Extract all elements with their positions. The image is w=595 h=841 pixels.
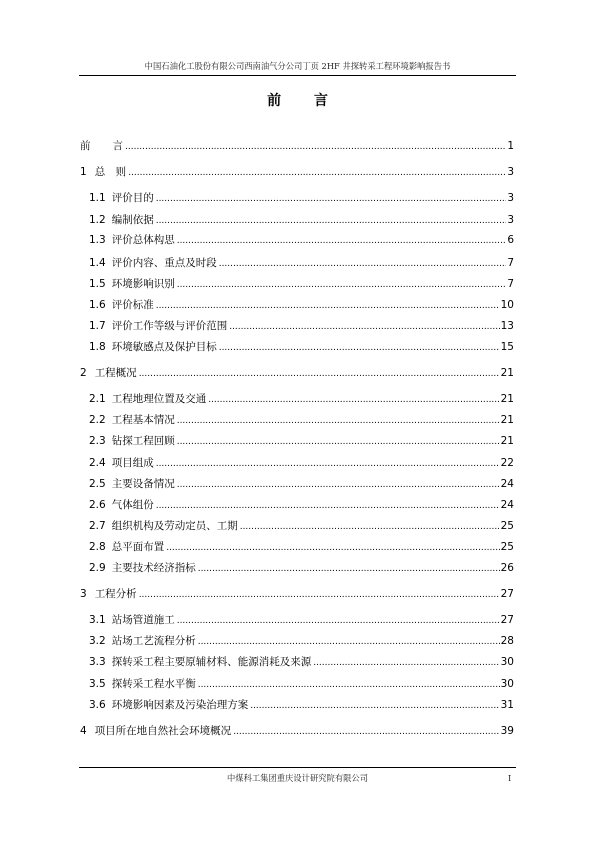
toc-entry-number: 2.5 (89, 478, 106, 490)
toc-entry-title: 探转采工程水平衡 (111, 678, 196, 690)
toc-entry-page: 1 (507, 140, 514, 152)
toc-entry-title: 组织机构及劳动定员、工期 (111, 520, 238, 532)
toc-entry-page: 3 (507, 192, 514, 204)
toc-entry-number: 1.4 (89, 257, 106, 269)
toc-entry-number: 1.1 (89, 192, 106, 204)
toc-dot-leader (219, 257, 507, 271)
toc-entry-number: 1.6 (89, 299, 106, 311)
toc-entry-page: 27 (500, 614, 514, 626)
toc-entry-page: 21 (500, 435, 514, 447)
toc-entry-page: 21 (500, 367, 514, 379)
toc-entry[interactable] (80, 613, 514, 627)
toc-entry-page: 21 (500, 393, 514, 405)
toc-entry-title: 站场管道施工 (111, 614, 175, 626)
toc-entry-number: 2.8 (89, 541, 106, 553)
toc-entry-page: 7 (507, 278, 514, 290)
toc-entry[interactable] (80, 724, 514, 738)
toc-entry[interactable] (80, 319, 514, 333)
toc-dot-leader (156, 499, 500, 513)
toc-dot-leader (177, 478, 500, 492)
toc-entry-title: 评价目的 (111, 192, 154, 204)
toc-entry-title: 站场工艺流程分析 (111, 635, 196, 647)
toc-entry-page: 24 (500, 478, 514, 490)
toc-entry-number: 3 (80, 588, 87, 600)
toc-dot-leader (208, 393, 499, 407)
toc-entry[interactable] (80, 634, 514, 648)
toc-entry-title: 工程地理位置及交通 (111, 393, 207, 405)
toc-entry-title: 钻探工程回顾 (111, 435, 175, 447)
toc-entry-title: 探转采工程主要原辅材料、能源消耗及来源 (111, 656, 312, 668)
toc-entry-title: 工程分析 (94, 588, 137, 600)
toc-entry-title: 气体组份 (111, 499, 154, 511)
toc-entry[interactable] (80, 655, 514, 669)
toc-dot-leader (139, 367, 500, 381)
toc-dot-leader (177, 435, 500, 449)
toc-entry-title: 项目所在地自然社会环境概况 (94, 725, 232, 737)
toc-entry-page: 27 (500, 588, 514, 600)
toc-entry[interactable] (80, 392, 514, 406)
toc-entry-number: 1.2 (89, 214, 106, 226)
toc-entry[interactable] (80, 413, 514, 427)
page-header: 中国石油化工股份有限公司西南油气分公司丁页 2HF 井探转采工程环境影响报告书 (144, 61, 451, 71)
toc-entry-title: 主要设备情况 (111, 478, 175, 490)
toc-entry-page: 31 (500, 699, 514, 711)
toc-entry-page: 3 (507, 214, 514, 226)
toc-entry-page: 26 (500, 562, 514, 574)
toc-entry-number: 1.3 (89, 234, 106, 246)
toc-entry-title: 总平面布置 (111, 541, 165, 553)
toc-dot-leader (240, 520, 500, 534)
toc-entry-number: 3.3 (89, 656, 106, 668)
toc-entry-title: 工程基本情况 (111, 414, 175, 426)
toc-dot-leader (177, 234, 507, 248)
toc-entry[interactable] (80, 277, 514, 291)
toc-dot-leader (233, 725, 499, 739)
toc-dot-leader (156, 457, 500, 471)
toc-entry-title: 评价工作等级与评价范围 (111, 320, 228, 332)
toc-dot-leader (313, 656, 499, 670)
toc-entry-number: 3.2 (89, 635, 106, 647)
toc-dot-leader (198, 635, 500, 649)
toc-entry-number: 3.5 (89, 678, 106, 690)
toc-dot-leader (156, 192, 507, 206)
toc-entry-number: 3.1 (89, 614, 106, 626)
toc-entry-number: 2.6 (89, 499, 106, 511)
toc-entry[interactable] (80, 340, 514, 354)
toc-dot-leader (229, 320, 499, 334)
page-title: 前 言 (267, 93, 342, 109)
toc-entry-number: 前 (80, 140, 91, 152)
toc-entry-page: 25 (500, 541, 514, 553)
toc-entry-title: 环境影响识别 (111, 278, 175, 290)
toc-entry-page: 25 (500, 520, 514, 532)
toc-entry[interactable] (80, 233, 514, 247)
toc-entry-title: 项目组成 (111, 457, 154, 469)
toc-entry-page: 15 (500, 341, 514, 353)
toc-entry-number: 1.7 (89, 320, 106, 332)
toc-entry-number: 1 (80, 166, 87, 178)
toc-dot-leader (166, 541, 499, 555)
toc-dot-leader (198, 562, 500, 576)
toc-entry-page: 10 (500, 299, 514, 311)
toc-entry-title: 主要技术经济指标 (111, 562, 196, 574)
toc-entry-number: 2.2 (89, 414, 106, 426)
toc-dot-leader (177, 278, 507, 292)
toc-entry-number: 1.5 (89, 278, 106, 290)
toc-entry-page: 22 (500, 457, 514, 469)
toc-entry[interactable] (80, 540, 514, 554)
toc-entry-number: 2.3 (89, 435, 106, 447)
toc-entry[interactable] (80, 139, 514, 153)
toc-dot-leader (125, 140, 506, 154)
toc-entry-title: 评价内容、重点及时段 (111, 257, 217, 269)
toc-entry-page: 28 (500, 635, 514, 647)
toc-entry[interactable] (80, 213, 514, 227)
toc-dot-leader (156, 214, 507, 228)
toc-entry-page: 6 (507, 234, 514, 246)
toc-entry[interactable] (80, 165, 514, 179)
toc-dot-leader (219, 341, 500, 355)
toc-entry-number: 4 (80, 725, 87, 737)
toc-entry-title: 工程概况 (94, 367, 137, 379)
toc-entry-title: 言 (112, 140, 123, 152)
toc-dot-leader (177, 414, 500, 428)
toc-entry[interactable] (80, 434, 514, 448)
header-rule (79, 75, 516, 76)
toc-entry-page: 24 (500, 499, 514, 511)
toc-entry[interactable] (80, 587, 514, 601)
toc-entry-title: 环境敏感点及保护目标 (111, 341, 217, 353)
toc-entry[interactable] (80, 256, 514, 270)
toc-entry[interactable] (80, 366, 514, 380)
toc-entry-number: 2.1 (89, 393, 106, 405)
toc-entry-page: 3 (507, 166, 514, 178)
toc-dot-leader (128, 166, 506, 180)
toc-entry-number: 2.9 (89, 562, 106, 574)
toc-entry[interactable] (80, 477, 514, 491)
toc-dot-leader (156, 299, 500, 313)
toc-entry-title: 编制依据 (111, 214, 154, 226)
toc-entry-number: 2.7 (89, 520, 106, 532)
toc-dot-leader (139, 588, 500, 602)
page-footer: 中煤科工集团重庆设计研究院有限公司 (226, 773, 369, 783)
toc-entry-number: 1.8 (89, 341, 106, 353)
toc-entry[interactable] (80, 519, 514, 533)
toc-entry-title: 评价标准 (111, 299, 154, 311)
toc-dot-leader (177, 614, 500, 628)
toc-dot-leader (250, 699, 499, 713)
toc-entry[interactable] (80, 561, 514, 575)
page-number: I (508, 773, 512, 783)
toc-entry-number: 2 (80, 367, 87, 379)
toc-dot-leader (198, 678, 500, 692)
toc-entry-page: 30 (500, 656, 514, 668)
toc-entry-number: 3.6 (89, 699, 106, 711)
footer-rule (79, 767, 516, 768)
toc-entry-page: 13 (500, 320, 514, 332)
toc-entry-page: 30 (500, 678, 514, 690)
toc-entry[interactable] (80, 677, 514, 691)
toc-entry-page: 39 (500, 725, 514, 737)
toc-entry[interactable] (80, 456, 514, 470)
toc-entry-title: 评价总体构思 (111, 234, 175, 246)
toc-entry-page: 21 (500, 414, 514, 426)
toc-entry-title: 环境影响因素及污染治理方案 (111, 699, 249, 711)
toc-entry[interactable] (80, 191, 514, 205)
toc-entry[interactable] (80, 298, 514, 312)
toc-entry-page: 7 (507, 257, 514, 269)
toc-entry-number: 2.4 (89, 457, 106, 469)
toc-entry-title: 总 则 (94, 166, 127, 178)
toc-entry[interactable] (80, 498, 514, 512)
toc-entry[interactable] (80, 698, 514, 712)
